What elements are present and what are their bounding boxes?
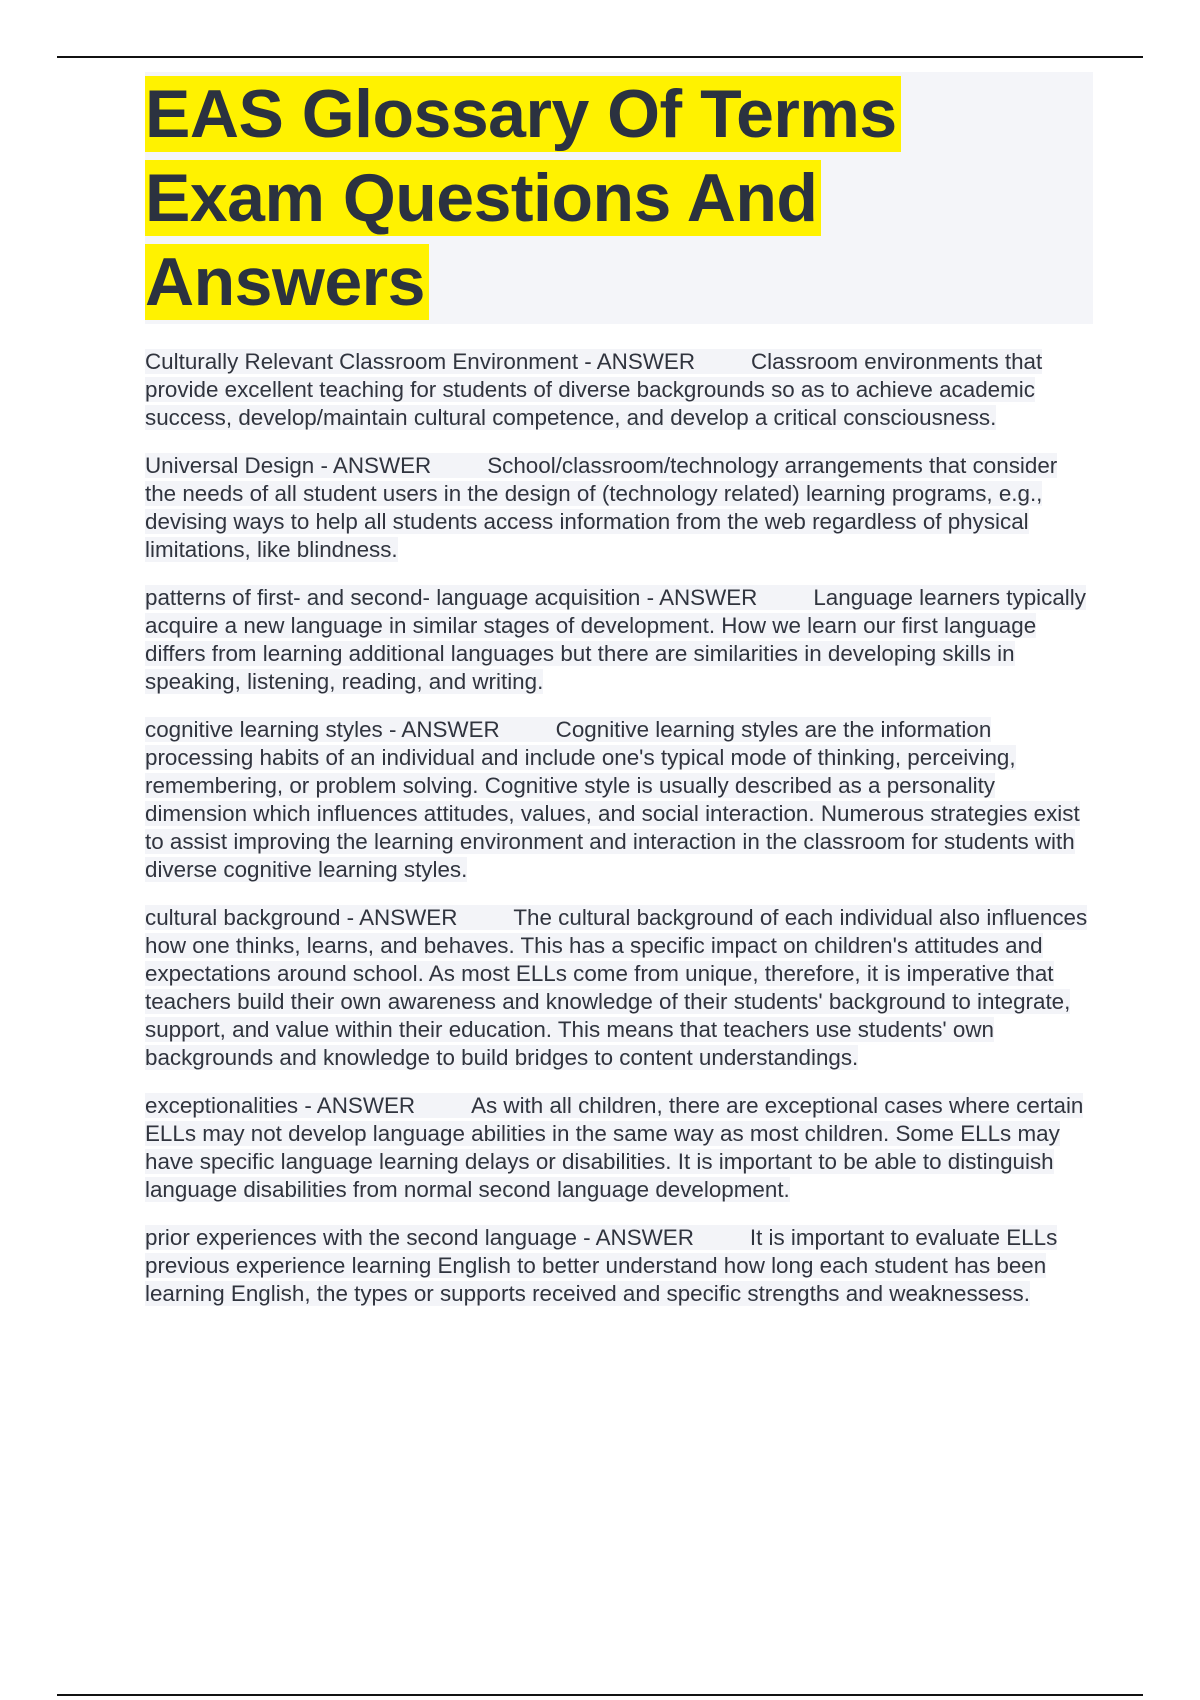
- glossary-entry: prior experiences with the second language - ANSWER It is important to evaluate ELLs previous experience learning English to better understand how long each student has been learning English, the types or supports received and specific strengths and weaknessess.: [145, 1225, 1058, 1306]
- glossary-entry: cultural background - ANSWER The cultural background of each individual also influences how one thinks, learns, and behaves. This has a specific impact on children's attitudes and expectations around school. As most ELLs come from unique, therefore, it is imperative that teachers build their own awareness and knowledge of their students' background to integrate, support, and value within their education. This means that teachers use students' own backgrounds and knowledge to build bridges to content understandings.: [145, 905, 1088, 1070]
- title-block: [145, 72, 1093, 324]
- glossary-entry: patterns of first- and second- language acquisition - ANSWER Language learners typically acquire a new language in similar stages of development. How we learn our first language differs from learning additional languages but there are similarities in developing skills in speaking, listening, reading, and writing.: [145, 585, 1086, 694]
- entry-definition: Language learners typically acquire a new language in similar stages of development. How we learn our first language differs from learning additional languages but there are similarities in developing skills in speaking, listening, reading, and writing.: [145, 585, 1086, 694]
- entry-definition: The cultural background of each individual also influences how one thinks, learns, and behaves. This has a specific impact on children's attitudes and expectations around school. As most ELLs come from unique, therefore, it is imperative that teachers build their own awareness and knowledge of their students' background to integrate, support, and value within their education. This means that teachers use students' own backgrounds and knowledge to build bridges to content understandings.: [145, 905, 1088, 1070]
- entry-term: cognitive learning styles: [145, 717, 383, 742]
- answer-marker: ANSWER: [332, 453, 432, 478]
- document-body: [145, 72, 1093, 1328]
- entry-term: patterns of first- and second- language acquisition: [145, 585, 641, 610]
- entry-definition: Cognitive learning styles are the information processing habits of an individual and include one's typical mode of thinking, perceiving, remembering, or problem solving. Cognitive style is usually described as a personality dimension which influences attitudes, values, and social interaction. Numerous strategies exist to assist improving the learning environment and interaction in the classroom for students with diverse cognitive learning styles.: [145, 717, 1080, 882]
- answer-marker: ANSWER: [595, 1225, 694, 1250]
- glossary-entry: Culturally Relevant Classroom Environment - ANSWER Classroom environments that provide excellent teaching for students of diverse backgrounds so as to achieve academic success, develop/maintain cultural competence, and develop a critical consciousness.: [145, 349, 1043, 430]
- answer-marker: ANSWER: [316, 1093, 416, 1118]
- answer-marker: ANSWER: [659, 585, 758, 610]
- page-title-text: EAS Glossary Of Terms Exam Questions And Answers: [145, 76, 901, 320]
- glossary-entry: Universal Design - ANSWER School/classroom/technology arrangements that consider the needs of all student users in the design of (technology related) learning programs, e.g., devising ways to help all students access information from the web regardless of physical limitations, like blindness.: [145, 453, 1058, 562]
- entry-term: Universal Design: [145, 453, 315, 478]
- glossary-entry: cognitive learning styles - ANSWER Cognitive learning styles are the information processing habits of an individual and include one's typical mode of thinking, perceiving, remembering, or problem solving. Cognitive style is usually described as a personality dimension which influences attitudes, values, and social interaction. Numerous strategies exist to assist improving the learning environment and interaction in the classroom for students with diverse cognitive learning styles.: [145, 717, 1080, 882]
- entry-term: cultural background: [145, 905, 341, 930]
- entry-term: Culturally Relevant Classroom Environment: [145, 349, 579, 374]
- entry-term: prior experiences with the second language: [145, 1225, 577, 1250]
- entry-definition: As with all children, there are exceptional cases where certain ELLs may not develop language abilities in the same way as most children. Some ELLs may have specific language learning delays or disabilities. It is important to be able to distinguish language disabilities from normal second language development.: [145, 1093, 1084, 1202]
- bottom-rule: [57, 1694, 1143, 1696]
- page-title: [145, 72, 1093, 324]
- answer-marker: ANSWER: [401, 717, 500, 742]
- top-rule: [57, 56, 1143, 58]
- entry-definition: Classroom environments that provide excellent teaching for students of diverse backgrounds so as to achieve academic success, develop/maintain cultural competence, and develop a critical consciousness.: [145, 349, 1043, 430]
- entry-definition: School/classroom/technology arrangements that consider the needs of all student users in the design of (technology related) learning programs, e.g., devising ways to help all students access information from the web regardless of physical limitations, like blindness.: [145, 453, 1058, 562]
- entry-term: exceptionalities: [145, 1093, 299, 1118]
- entry-definition: It is important to evaluate ELLs previous experience learning English to better understand how long each student has been learning English, the types or supports received and specific strengths and weaknessess.: [145, 1225, 1058, 1306]
- answer-marker: ANSWER: [359, 905, 458, 930]
- glossary-entry: exceptionalities - ANSWER As with all children, there are exceptional cases where certain ELLs may not develop language abilities in the same way as most children. Some ELLs may have specific language learning delays or disabilities. It is important to be able to distinguish language disabilities from normal second language development.: [145, 1093, 1084, 1202]
- answer-marker: ANSWER: [596, 349, 696, 374]
